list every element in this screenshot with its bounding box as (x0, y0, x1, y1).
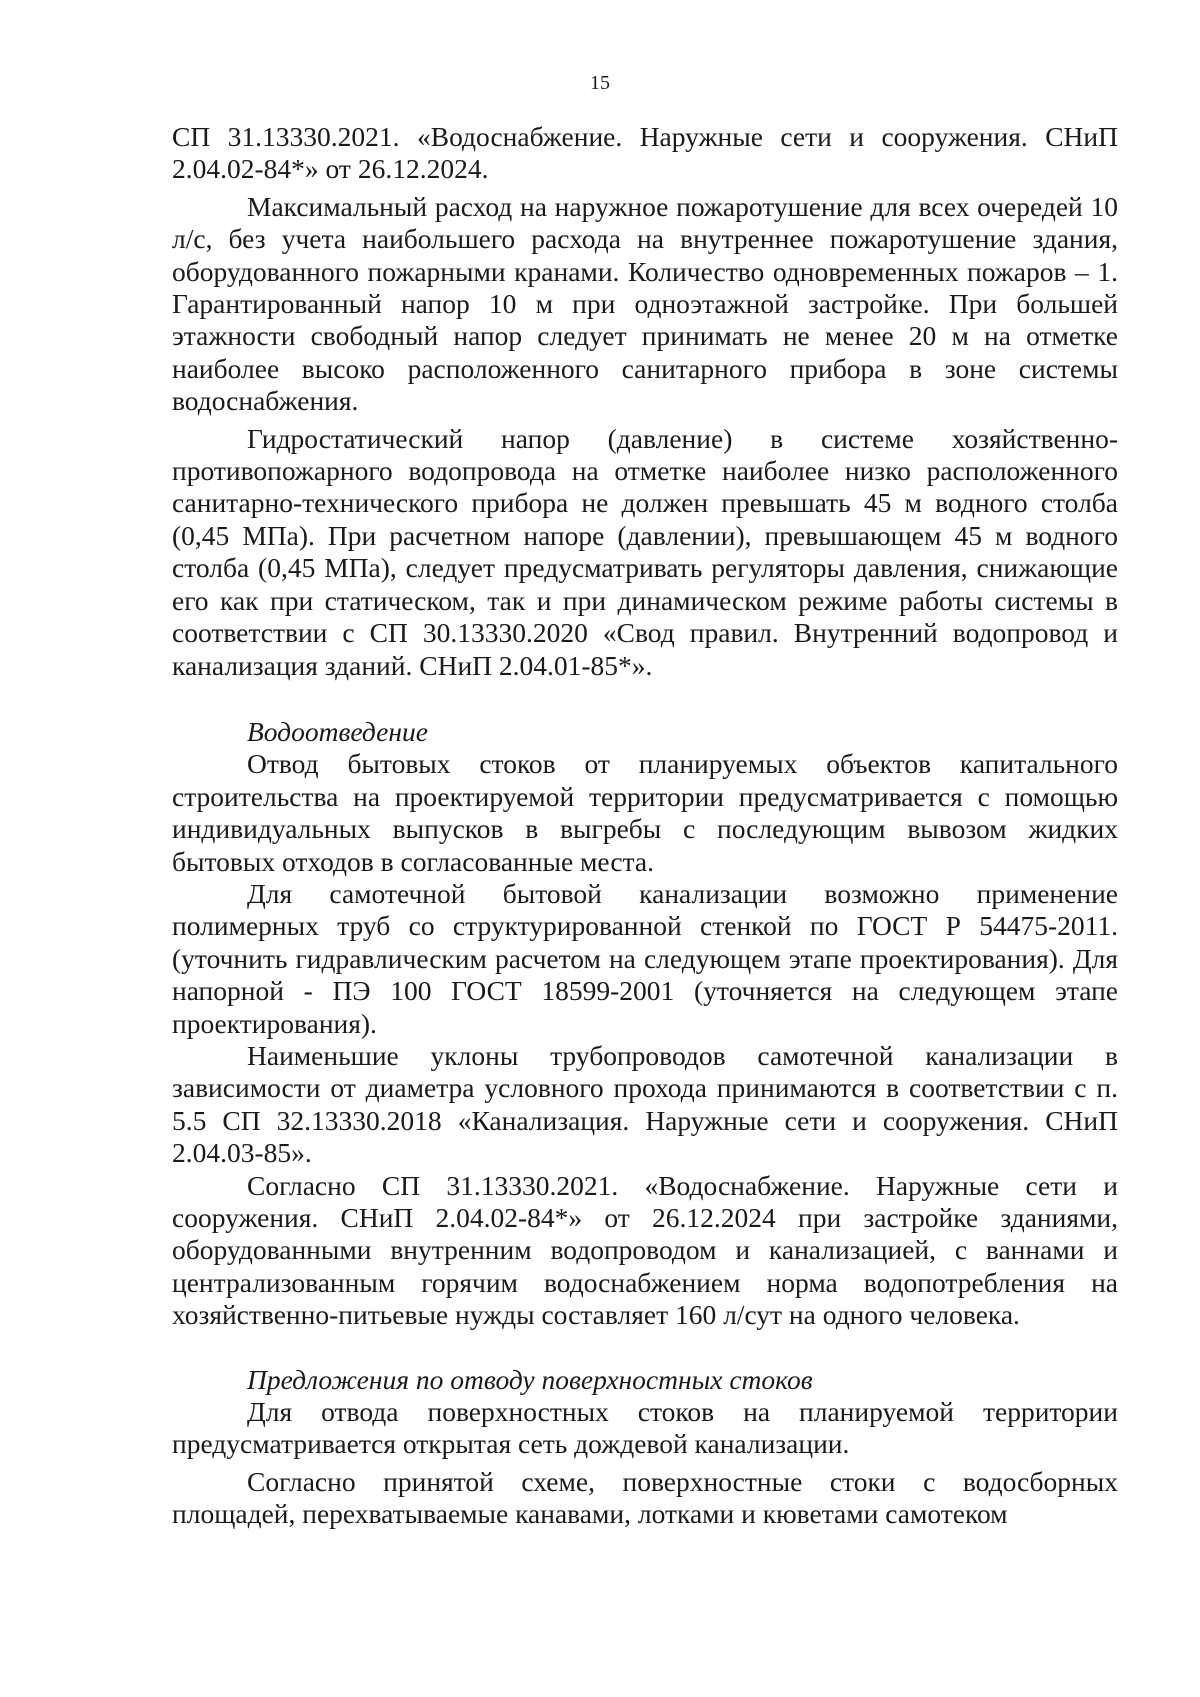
paragraph-water-consumption-norm: Согласно СП 31.13330.2021. «Водоснабжение. Наружные сети и сооружения. СНиП 2.04.02-84*» от 26.12.2024 при застройке зданиями, оборудованными внутренним водопроводом и канализацией, с ваннами и централизованным горячим водоснабжением норма водопотребления на хозяйственно-питьевые нужды составляет 160 л/сут на одного человека. (172, 1169, 1118, 1331)
section-heading-wastewater: Водоотведение (247, 715, 428, 747)
section-heading-surface-runoff: Предложения по отводу поверхностных стоков (247, 1363, 813, 1395)
document-body (172, 121, 1118, 1531)
page-number: 15 (590, 72, 610, 94)
paragraph-runoff-scheme: Согласно принятой схеме, поверхностные стоки с водосборных площадей, перехватываемые канавами, лотками и кюветами самотеком (172, 1465, 1118, 1530)
paragraph-sewage-discharge: Отвод бытовых стоков от планируемых объектов капитального строительства на проектируемой территории предусматривается с помощью индивидуальных выпусков в выгребы с последующим вывозом жидких бытовых отходов в согласованные места. (172, 748, 1118, 877)
paragraph-fire-flow: Максимальный расход на наружное пожаротушение для всех очередей 10 л/с, без учета наибольшего расхода на внутреннее пожаротушение здания, оборудованного пожарными кранами. Количество одновременных пожаров – 1. Гарантированный напор 10 м при одноэтажной застройке. При большей этажности свободный напор следует принимать не менее 20 м на отметке наиболее высоко расположенного санитарного прибора в зоне системы водоснабжения. (172, 190, 1118, 417)
paragraph-sp-reference: СП 31.13330.2021. «Водоснабжение. Наружные сети и сооружения. СНиП 2.04.02-84*» от 26.12.2024. (172, 121, 1118, 185)
paragraph-hydrostatic-pressure: Гидростатический напор (давление) в системе хозяйственно-противопожарного водопровода на отметке наиболее низко расположенного санитарно-технического прибора не должен превышать 45 м водного столба (0,45 МПа). При расчетном напоре (давлении), превышающем 45 м водного столба (0,45 МПа), следует предусматривать регуляторы давления, снижающие его как при статическом, так и при динамическом режиме работы системы в соответствии с СП 30.13330.2020 «Свод правил. Внутренний водопровод и канализация зданий. СНиП 2.04.01-85*». (172, 422, 1118, 681)
paragraph-storm-drainage: Для отвода поверхностных стоков на планируемой территории предусматривается открытая сеть дождевой канализации. (172, 1396, 1118, 1460)
paragraph-gravity-sewer-pipes: Для самотечной бытовой канализации возможно применение полимерных труб со структурированной стенкой по ГОСТ Р 54475-2011. (уточнить гидравлическим расчетом на следующем этапе проектирования). Для напорной - ПЭ 100 ГОСТ 18599-2001 (уточняется на следующем этапе проектирования). (172, 877, 1118, 1039)
paragraph-pipe-slopes: Наименьшие уклоны трубопроводов самотечной канализации в зависимости от диаметра условного прохода принимаются в соответствии с п. 5.5 СП 32.13330.2018 «Канализация. Наружные сети и сооружения. СНиП 2.04.03-85». (172, 1039, 1118, 1169)
